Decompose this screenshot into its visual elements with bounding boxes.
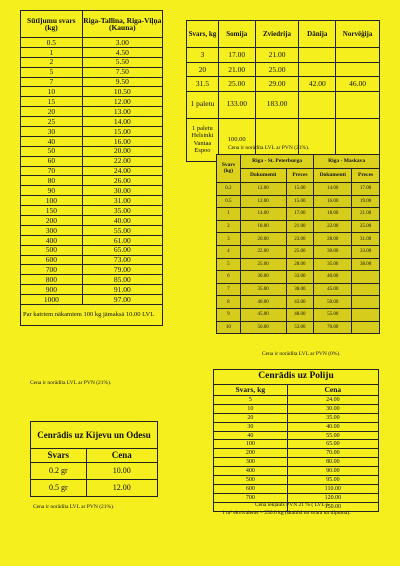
table-cell: 800 bbox=[21, 275, 83, 285]
table-cell: 0.5 bbox=[217, 195, 241, 208]
norway-header: Norvēģija bbox=[336, 21, 380, 48]
table-row bbox=[21, 47, 163, 57]
table-cell: 14.00 bbox=[82, 117, 162, 127]
table-cell: 85.00 bbox=[82, 275, 162, 285]
table-row bbox=[21, 216, 163, 226]
table-cell: 14.00 bbox=[314, 183, 352, 196]
table-cell: 46.00 bbox=[336, 77, 380, 92]
table-cell: 18.00 bbox=[314, 208, 352, 221]
table-row bbox=[214, 431, 379, 440]
table-cell: 600 bbox=[214, 484, 288, 493]
table-cell: 21.00 bbox=[352, 208, 380, 221]
st-petersburg-header: Riga - St. Peterburga bbox=[240, 155, 313, 169]
table-cell: 17.00 bbox=[218, 48, 255, 63]
weight-header: Sūtījumu svars (kg) bbox=[21, 11, 83, 38]
table-row bbox=[21, 136, 163, 146]
table-row bbox=[21, 166, 163, 176]
table-row bbox=[21, 127, 163, 137]
table-cell: 500 bbox=[214, 476, 288, 485]
table-cell: 15.00 bbox=[82, 127, 162, 137]
table-cell: 12.00 bbox=[86, 480, 157, 497]
table-cell: 15 bbox=[21, 97, 83, 107]
table-cell bbox=[299, 91, 336, 118]
table-cell: 30.00 bbox=[287, 404, 378, 413]
table-cell: 50 bbox=[21, 146, 83, 156]
table-cell: 20.00 bbox=[240, 233, 286, 246]
table-cell: 0.2 bbox=[217, 183, 241, 196]
table-row bbox=[217, 321, 380, 334]
table-row bbox=[214, 484, 379, 493]
table-row bbox=[31, 480, 158, 497]
table-cell: 79.00 bbox=[82, 265, 162, 275]
table-cell: 48.00 bbox=[286, 308, 314, 321]
table-row bbox=[21, 107, 163, 117]
table-cell: 53.00 bbox=[286, 321, 314, 334]
table-cell bbox=[352, 321, 380, 334]
table-row bbox=[21, 295, 163, 305]
price-header: Cena bbox=[86, 449, 157, 463]
table-cell: 23.00 bbox=[286, 233, 314, 246]
table-row bbox=[214, 413, 379, 422]
table-row bbox=[21, 57, 163, 67]
table-cell: 21.00 bbox=[286, 220, 314, 233]
table-cell: 30.00 bbox=[314, 245, 352, 258]
table-row bbox=[21, 87, 163, 97]
table-row bbox=[187, 77, 380, 92]
table-row bbox=[187, 62, 380, 77]
table-cell: 91.00 bbox=[82, 285, 162, 295]
table-cell bbox=[336, 48, 380, 63]
table-cell: 50.00 bbox=[314, 296, 352, 309]
table-row bbox=[214, 440, 379, 449]
table-cell: 10 bbox=[217, 321, 241, 334]
table-cell: 25.00 bbox=[352, 220, 380, 233]
nordic-vat-note: Cena ir norādīta LVL ar PVN (21%). bbox=[228, 145, 310, 151]
table-cell: 45.00 bbox=[314, 283, 352, 296]
table-row bbox=[21, 265, 163, 275]
table-row bbox=[21, 285, 163, 295]
table-row bbox=[214, 467, 379, 476]
table-row bbox=[214, 493, 379, 502]
table-cell: 300 bbox=[21, 225, 83, 235]
table-cell: 500 bbox=[21, 245, 83, 255]
table-cell: 73.00 bbox=[82, 255, 162, 265]
table-cell: 55.00 bbox=[314, 308, 352, 321]
table-cell: 80.00 bbox=[287, 458, 378, 467]
table-cell: 12.00 bbox=[240, 183, 286, 196]
table-cell: 33.00 bbox=[352, 245, 380, 258]
weight-header: Svars, kg bbox=[214, 385, 288, 396]
table-cell: 1 bbox=[217, 208, 241, 221]
table-cell: 2 bbox=[217, 220, 241, 233]
table-cell: 150 bbox=[21, 206, 83, 216]
table-row bbox=[217, 308, 380, 321]
table-cell: 150.00 bbox=[287, 502, 378, 511]
table-cell: 10.00 bbox=[86, 463, 157, 480]
table-cell: 25.00 bbox=[255, 62, 299, 77]
price-header: Cena bbox=[287, 385, 378, 396]
table-cell: 35.00 bbox=[287, 413, 378, 422]
table-cell: 40.00 bbox=[240, 296, 286, 309]
table-cell: 20 bbox=[214, 413, 288, 422]
table-row bbox=[217, 195, 380, 208]
table-cell: 70.00 bbox=[314, 321, 352, 334]
table-cell: 600 bbox=[21, 255, 83, 265]
table-cell: 17.00 bbox=[286, 208, 314, 221]
table-row bbox=[217, 283, 380, 296]
table-cell: 30.00 bbox=[82, 186, 162, 196]
moscow-header: Riga - Maskava bbox=[314, 155, 380, 169]
table-cell: 30 bbox=[214, 422, 288, 431]
table-cell: 400 bbox=[21, 235, 83, 245]
table-row bbox=[21, 156, 163, 166]
table-cell: 700 bbox=[214, 493, 288, 502]
table-row bbox=[21, 225, 163, 235]
nordic-price-table bbox=[186, 20, 380, 162]
table-cell: 120.00 bbox=[287, 493, 378, 502]
table-cell: 38.00 bbox=[286, 283, 314, 296]
table-cell: 35.00 bbox=[314, 258, 352, 271]
table-cell: 40.00 bbox=[82, 216, 162, 226]
table-row bbox=[217, 296, 380, 309]
table-cell: 15.00 bbox=[286, 195, 314, 208]
table-cell bbox=[352, 283, 380, 296]
table-cell: 700 bbox=[21, 265, 83, 275]
table-cell bbox=[352, 308, 380, 321]
extra-weight-note: Par katriem nākamiem 100 kg jāmaksā 10.00 LVL bbox=[21, 305, 163, 326]
table-cell: 20.00 bbox=[82, 146, 162, 156]
weight-header: Svars, kg bbox=[187, 21, 219, 48]
table-row bbox=[21, 97, 163, 107]
table-cell: 61.00 bbox=[82, 235, 162, 245]
table-cell: 0.2 gr bbox=[31, 463, 87, 480]
table-cell: 22.00 bbox=[314, 220, 352, 233]
table-row bbox=[21, 77, 163, 87]
table-cell: 110.00 bbox=[287, 484, 378, 493]
table-cell: 3.00 bbox=[82, 38, 162, 48]
table-cell: 21.00 bbox=[255, 48, 299, 63]
table-cell bbox=[352, 271, 380, 284]
russia-vat-note: Cena ir norādīta LVL ar PVN (0%). bbox=[262, 351, 341, 357]
table-cell: 22.00 bbox=[82, 156, 162, 166]
table-row bbox=[21, 235, 163, 245]
table-cell: 19.00 bbox=[352, 195, 380, 208]
table-cell: 28.00 bbox=[286, 258, 314, 271]
table-cell: 20 bbox=[21, 107, 83, 117]
table-cell: 65.00 bbox=[287, 440, 378, 449]
table-row bbox=[21, 117, 163, 127]
table-cell: 3 bbox=[217, 233, 241, 246]
table-cell: 24.00 bbox=[82, 166, 162, 176]
table-cell: 1 paletu bbox=[187, 91, 219, 118]
table-cell: 90 bbox=[21, 186, 83, 196]
table-cell: 18.00 bbox=[240, 220, 286, 233]
table-cell: 25.00 bbox=[286, 245, 314, 258]
table-cell: 14.00 bbox=[240, 208, 286, 221]
table-cell: 300 bbox=[214, 458, 288, 467]
table-cell: 400 bbox=[214, 467, 288, 476]
table-cell: 26.00 bbox=[82, 176, 162, 186]
table-cell: 29.00 bbox=[255, 77, 299, 92]
poland-vat-note: Cenā iekļauts PVN 21 % ( LVL ). bbox=[255, 502, 330, 508]
table-cell: 55.00 bbox=[82, 225, 162, 235]
table-row bbox=[214, 404, 379, 413]
table-row bbox=[217, 258, 380, 271]
table-cell: 21.00 bbox=[218, 62, 255, 77]
table-cell: 100.00 bbox=[218, 118, 255, 161]
table-cell: 95.00 bbox=[287, 476, 378, 485]
table-row bbox=[21, 255, 163, 265]
table-cell: 30 bbox=[21, 127, 83, 137]
table-cell: 13.00 bbox=[82, 107, 162, 117]
table-cell: 65.00 bbox=[82, 245, 162, 255]
table-cell: 4 bbox=[217, 245, 241, 258]
table-cell: 4.50 bbox=[82, 47, 162, 57]
table-cell: 42.00 bbox=[299, 77, 336, 92]
table-cell: 1000 bbox=[21, 295, 83, 305]
table-row bbox=[217, 220, 380, 233]
table-cell: 0.5 bbox=[21, 38, 83, 48]
table-cell: 3 bbox=[187, 48, 219, 63]
table-cell: 133.00 bbox=[218, 91, 255, 118]
table-cell: 900 bbox=[21, 285, 83, 295]
table-cell: 31.00 bbox=[82, 196, 162, 206]
table-cell: 25.00 bbox=[218, 77, 255, 92]
weight-header: Svars bbox=[31, 449, 87, 463]
table-cell: 16.00 bbox=[82, 136, 162, 146]
table-cell: 200 bbox=[214, 449, 288, 458]
table-cell: 60 bbox=[21, 156, 83, 166]
table-cell: 10 bbox=[214, 404, 288, 413]
table-cell: 38.00 bbox=[352, 258, 380, 271]
table-cell: 90.00 bbox=[287, 467, 378, 476]
table-cell: 7.50 bbox=[82, 67, 162, 77]
table-row bbox=[187, 48, 380, 63]
table-cell: 183.00 bbox=[255, 91, 299, 118]
kiev-table-title: Cenrādis uz Kijevu un Odesu bbox=[31, 422, 158, 449]
kiev-vat-note: Cena ir norādīta LVL ar PVN (21%). bbox=[33, 504, 115, 510]
table-cell: 5 bbox=[21, 67, 83, 77]
table-cell: 31.5 bbox=[187, 77, 219, 92]
goods-header: Preces bbox=[352, 169, 380, 183]
table-cell bbox=[336, 62, 380, 77]
table-cell: 40.00 bbox=[287, 422, 378, 431]
table-row bbox=[21, 275, 163, 285]
table-row bbox=[21, 245, 163, 255]
table-cell: 17.00 bbox=[352, 183, 380, 196]
table-cell: 1 paletu Helsinki Vantaa Espoo bbox=[187, 118, 219, 161]
table-cell: 97.00 bbox=[82, 295, 162, 305]
table-cell: 100 bbox=[214, 440, 288, 449]
table-cell: 12.00 bbox=[82, 97, 162, 107]
table-row bbox=[217, 233, 380, 246]
finland-header: Somija bbox=[218, 21, 255, 48]
table-row bbox=[217, 271, 380, 284]
table-cell: 40 bbox=[214, 431, 288, 440]
table-cell: 30.00 bbox=[240, 271, 286, 284]
table-cell: 100 bbox=[21, 196, 83, 206]
table-cell: 25 bbox=[21, 117, 83, 127]
table-row bbox=[21, 67, 163, 77]
table-cell: 20 bbox=[187, 62, 219, 77]
table-cell: 15.00 bbox=[286, 183, 314, 196]
table-cell: 43.00 bbox=[286, 296, 314, 309]
table-cell: 40 bbox=[21, 136, 83, 146]
table-row bbox=[21, 176, 163, 186]
poland-table-title: Cenrādis uz Poliju bbox=[214, 370, 379, 385]
table-cell bbox=[352, 296, 380, 309]
documents-header: Dokumenti bbox=[240, 169, 286, 183]
table-cell: 10 bbox=[21, 87, 83, 97]
russia-price-table bbox=[216, 154, 380, 334]
table-row bbox=[214, 458, 379, 467]
tallinn-vilnius-price-table bbox=[20, 10, 163, 326]
table-row bbox=[214, 396, 379, 405]
tallinn-vat-note: Cena ir norādīta LVL ar PVN (21%). bbox=[30, 380, 112, 386]
poland-volume-note: 1 m³ ekvivalents = 250.0 kg (skaitīsi no svara un tilpuma). bbox=[222, 510, 351, 516]
table-cell: 5 bbox=[214, 396, 288, 405]
table-cell: 5 bbox=[217, 258, 241, 271]
table-row bbox=[31, 463, 158, 480]
table-cell: 50.00 bbox=[240, 321, 286, 334]
table-cell: 33.00 bbox=[286, 271, 314, 284]
table-cell: 5.50 bbox=[82, 57, 162, 67]
table-row bbox=[214, 422, 379, 431]
table-cell: 35.00 bbox=[82, 206, 162, 216]
table-row bbox=[217, 183, 380, 196]
poland-price-table bbox=[213, 369, 379, 512]
table-cell: 31.00 bbox=[352, 233, 380, 246]
table-row bbox=[214, 476, 379, 485]
table-cell: 80 bbox=[21, 176, 83, 186]
table-cell: 22.00 bbox=[240, 245, 286, 258]
table-cell: 0.5 gr bbox=[31, 480, 87, 497]
route-header: Riga-Tallina, Riga-Viļņa (Kauna) bbox=[82, 11, 162, 38]
table-cell: 28.00 bbox=[314, 233, 352, 246]
table-cell: 6 bbox=[217, 271, 241, 284]
table-row bbox=[21, 186, 163, 196]
table-cell: 1 bbox=[21, 47, 83, 57]
table-cell: 70.00 bbox=[287, 449, 378, 458]
table-row bbox=[21, 196, 163, 206]
table-cell: 7 bbox=[21, 77, 83, 87]
table-cell: 70 bbox=[21, 166, 83, 176]
table-cell: 2 bbox=[21, 57, 83, 67]
table-row bbox=[217, 208, 380, 221]
table-cell bbox=[336, 91, 380, 118]
table-row bbox=[21, 206, 163, 216]
table-cell bbox=[299, 62, 336, 77]
weight-header: Svars (kg) bbox=[217, 155, 241, 183]
table-row bbox=[214, 449, 379, 458]
table-cell bbox=[299, 48, 336, 63]
goods-header: Preces bbox=[286, 169, 314, 183]
table-row bbox=[21, 38, 163, 48]
table-cell: 40.00 bbox=[314, 271, 352, 284]
table-cell: 55.00 bbox=[287, 431, 378, 440]
table-cell: 16.00 bbox=[314, 195, 352, 208]
table-cell: 12.00 bbox=[240, 195, 286, 208]
table-cell: 24.00 bbox=[287, 396, 378, 405]
table-cell: 9.50 bbox=[82, 77, 162, 87]
table-cell: 10.50 bbox=[82, 87, 162, 97]
table-cell: 45.00 bbox=[240, 308, 286, 321]
table-cell: 8 bbox=[217, 296, 241, 309]
table-cell: 200 bbox=[21, 216, 83, 226]
table-row bbox=[187, 91, 380, 118]
kiev-odessa-price-table bbox=[30, 421, 158, 497]
sweden-header: Zviedrija bbox=[255, 21, 299, 48]
table-cell: 35.00 bbox=[240, 283, 286, 296]
table-row bbox=[21, 146, 163, 156]
documents-header: Dokumenti bbox=[314, 169, 352, 183]
table-cell: 7 bbox=[217, 283, 241, 296]
denmark-header: Dānija bbox=[299, 21, 336, 48]
table-cell: 9 bbox=[217, 308, 241, 321]
table-cell: 25.00 bbox=[240, 258, 286, 271]
table-row bbox=[217, 245, 380, 258]
